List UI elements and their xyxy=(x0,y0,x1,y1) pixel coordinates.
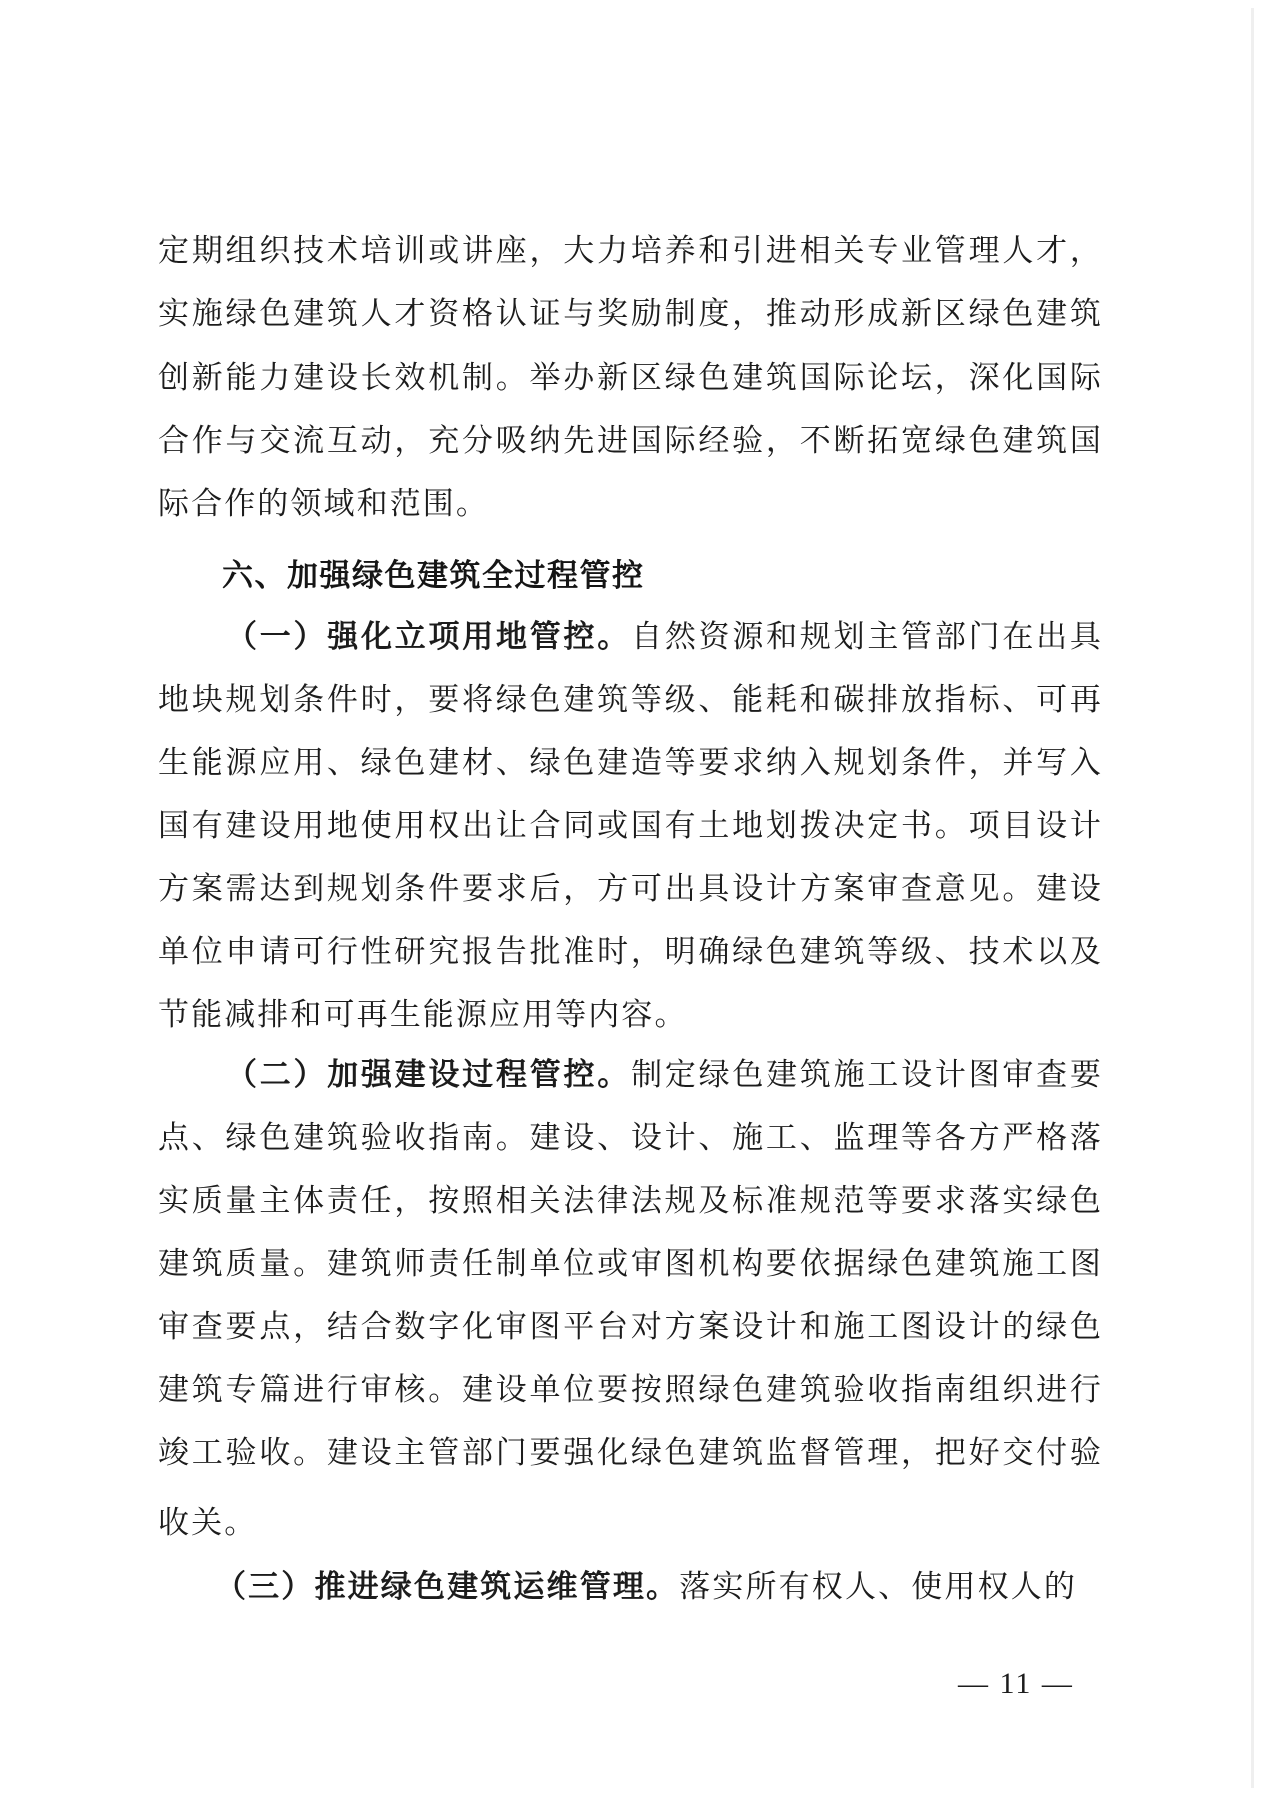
paragraph-line: 建筑专篇进行审核。建设单位要按照绿色建筑验收指南组织进行 xyxy=(158,1372,1103,1408)
paragraph-line: 国有建设用地使用权出让合同或国有土地划拨决定书。项目设计 xyxy=(158,808,1103,844)
paragraph-line: 方案需达到规划条件要求后，方可出具设计方案审查意见。建设 xyxy=(158,871,1103,907)
subsection-text: 自然资源和规划主管部门在出具 xyxy=(631,619,1103,655)
page-number: — 11 — xyxy=(958,1667,1074,1700)
subsection-first-line xyxy=(215,1567,1077,1607)
subsection-text: 制定绿色建筑施工设计图审查要 xyxy=(631,1057,1103,1093)
paragraph-line: 实质量主体责任，按照相关法律法规及标准规范等要求落实绿色 xyxy=(158,1183,1103,1219)
paragraph-line: 地块规划条件时，要将绿色建筑等级、能耗和碳排放指标、可再 xyxy=(158,682,1103,718)
paragraph-line: 生能源应用、绿色建材、绿色建造等要求纳入规划条件，并写入 xyxy=(158,745,1103,781)
paragraph-line: 审查要点，结合数字化审图平台对方案设计和施工图设计的绿色 xyxy=(158,1309,1103,1345)
subsection-title: （一）强化立项用地管控。 xyxy=(226,619,632,655)
paragraph-line: 竣工验收。建设主管部门要强化绿色建筑监督管理，把好交付验 xyxy=(158,1435,1103,1471)
paragraph-line: 创新能力建设长效机制。举办新区绿色建筑国际论坛，深化国际 xyxy=(158,360,1103,396)
subsection-text: 落实所有权人、使用权人的 xyxy=(679,1569,1077,1605)
paragraph-line: 定期组织技术培训或讲座，大力培养和引进相关专业管理人才， xyxy=(158,233,1103,269)
subsection-first-line xyxy=(226,617,1103,657)
paragraph-line: 单位申请可行性研究报告批准时，明确绿色建筑等级、技术以及 xyxy=(158,934,1103,970)
subsection-first-line xyxy=(226,1055,1103,1095)
paragraph-line: 建筑质量。建筑师责任制单位或审图机构要依据绿色建筑施工图 xyxy=(158,1246,1103,1282)
subsection-title: （二）加强建设过程管控。 xyxy=(226,1057,632,1093)
section-heading: 六、加强绿色建筑全过程管控 xyxy=(222,558,645,594)
paragraph-line: 际合作的领域和范围。 xyxy=(158,486,489,522)
paragraph-line: 实施绿色建筑人才资格认证与奖励制度，推动形成新区绿色建筑 xyxy=(158,296,1103,332)
paragraph-line: 点、绿色建筑验收指南。建设、设计、施工、监理等各方严格落 xyxy=(158,1120,1103,1156)
paragraph-line: 收关。 xyxy=(158,1505,258,1541)
paragraph-line: 节能减排和可再生能源应用等内容。 xyxy=(158,997,688,1033)
page-edge-shadow xyxy=(1251,8,1254,1788)
paragraph-line: 合作与交流互动，充分吸纳先进国际经验，不断拓宽绿色建筑国 xyxy=(158,423,1103,459)
subsection-title: （三）推进绿色建筑运维管理。 xyxy=(215,1569,680,1605)
